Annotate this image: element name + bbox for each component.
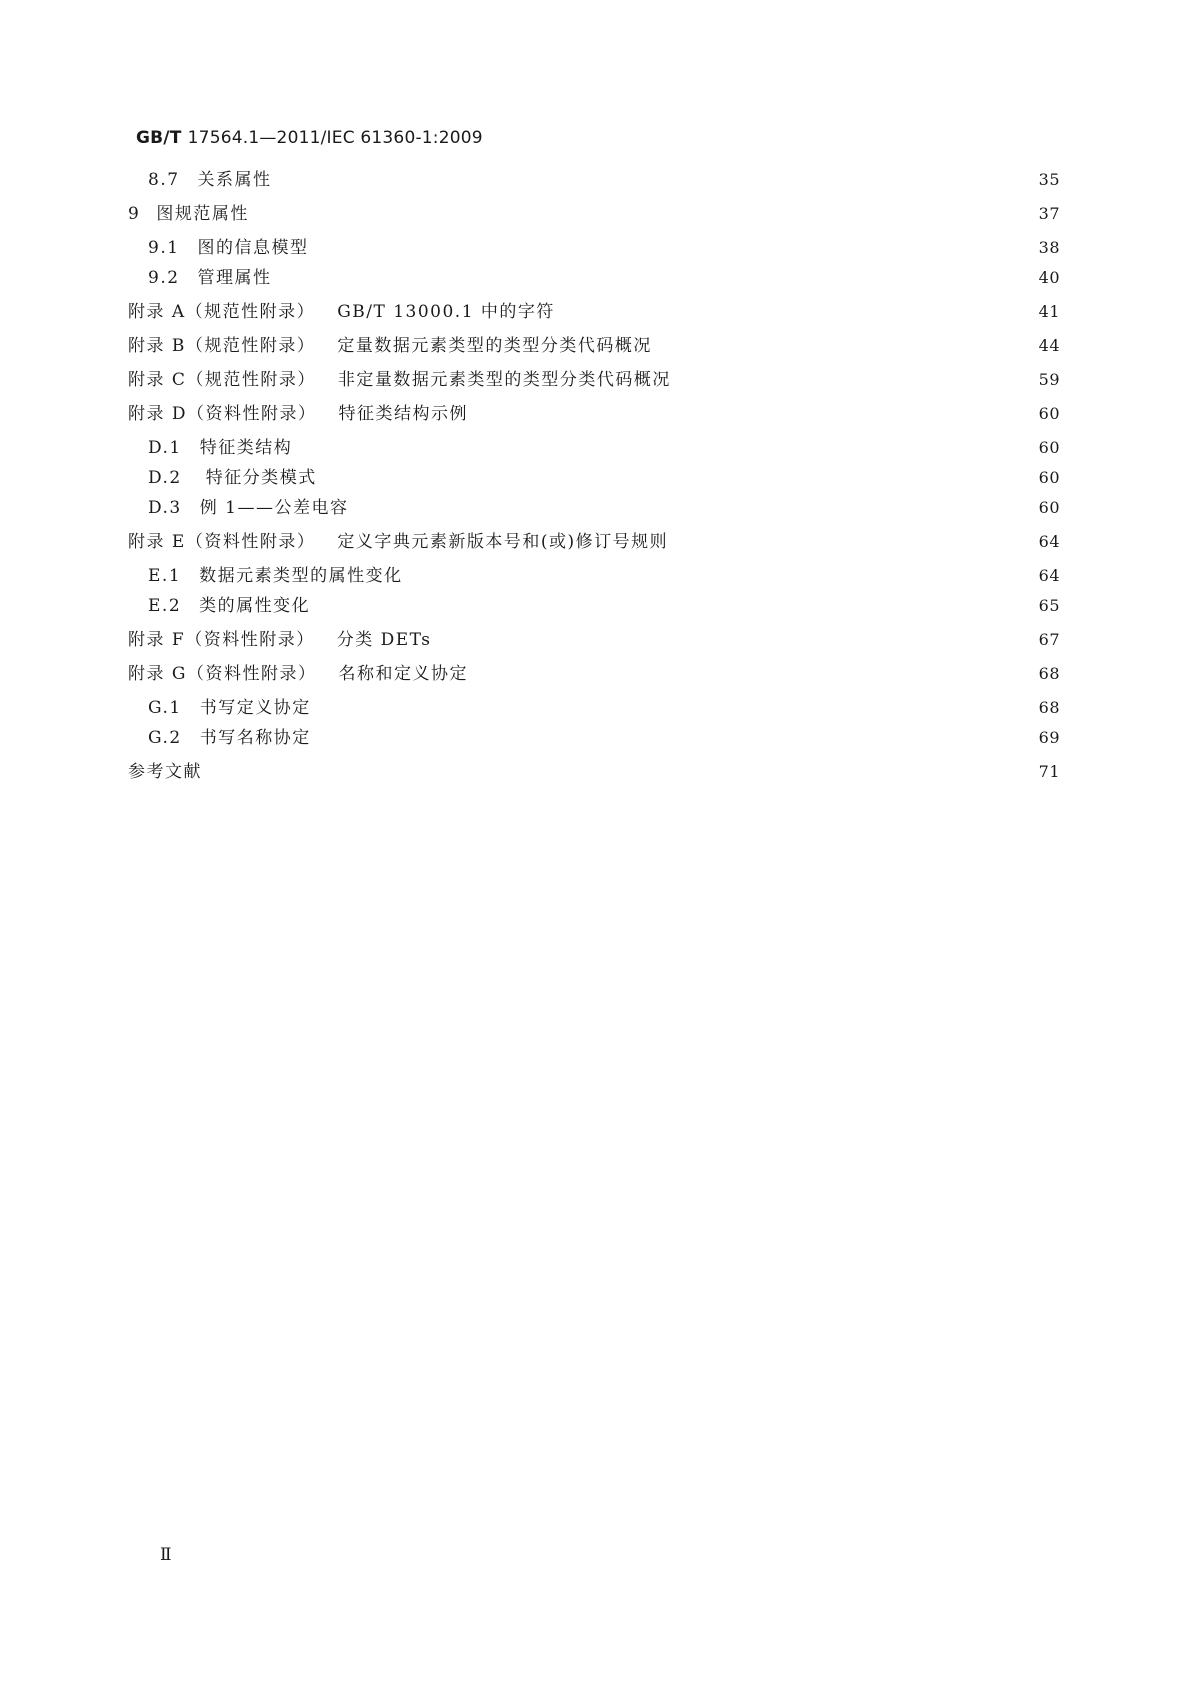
dot-leader [311, 236, 1034, 260]
toc-entry-annex[interactable] [128, 530, 1060, 554]
dot-leader [274, 266, 1034, 290]
toc-entry-page: 64 [1038, 532, 1060, 551]
toc-entry-number: 附录 F（资料性附录） [128, 630, 315, 650]
toc-entry-title: 定义字典元素新版本号和(或)修订号规则 [337, 532, 669, 552]
toc-entry-annex[interactable] [128, 368, 1060, 392]
toc-entry-number: D.1 [148, 438, 182, 458]
dot-leader [313, 726, 1034, 750]
toc-entry-title: 关系属性 [197, 170, 272, 190]
toc-entry[interactable] [148, 696, 1060, 720]
toc-entry-references[interactable] [128, 760, 1060, 784]
toc-entry-page: 35 [1038, 170, 1060, 189]
dot-leader [470, 402, 1034, 426]
dot-leader [294, 436, 1034, 460]
toc-entry[interactable] [148, 168, 1060, 192]
toc-entry-title: 类的属性变化 [199, 596, 311, 616]
toc-entry-title: 参考文献 [128, 762, 202, 782]
toc-entry-number: 9.2 [148, 268, 180, 288]
toc-entry-number: 附录 A（规范性附录） [128, 302, 316, 322]
toc-entry-page: 37 [1038, 204, 1060, 223]
toc-entry[interactable] [148, 564, 1060, 588]
toc-entry-annex[interactable] [128, 300, 1060, 324]
toc-entry-number: G.2 [148, 728, 182, 748]
toc-entry-title: 分类 DETs [336, 630, 432, 650]
toc-entry-page: 64 [1038, 566, 1060, 585]
toc-entry-title: 非定量数据元素类型的类型分类代码概况 [337, 370, 671, 390]
dot-leader [673, 368, 1034, 392]
toc-entry-title: 特征分类模式 [205, 468, 317, 488]
dot-leader [557, 300, 1034, 324]
toc-entry-page: 44 [1038, 336, 1060, 355]
toc-entry-page: 68 [1038, 664, 1060, 683]
toc-entry-page: 41 [1038, 302, 1060, 321]
toc-entry-number: 9.1 [148, 238, 180, 258]
toc-entry-page: 68 [1038, 698, 1060, 717]
dot-leader [654, 334, 1034, 358]
toc-entry[interactable] [148, 436, 1060, 460]
toc-entry[interactable] [148, 236, 1060, 260]
toc-entry-annex[interactable] [128, 334, 1060, 358]
toc-entry-page: 67 [1038, 630, 1060, 649]
dot-leader [214, 760, 1034, 784]
dot-leader [433, 628, 1034, 652]
toc-entry-title: 管理属性 [197, 268, 272, 288]
toc-entry-number: D.2 [148, 468, 182, 488]
toc-entry-page: 60 [1038, 468, 1060, 487]
toc-entry-title: 图的信息模型 [197, 238, 309, 258]
dot-leader [312, 594, 1034, 618]
toc-entry[interactable] [128, 202, 1060, 226]
toc-entry-page: 59 [1038, 370, 1060, 389]
toc-entry-page: 69 [1038, 728, 1060, 747]
toc-entry-title: 例 1——公差电容 [199, 498, 349, 518]
toc-entry[interactable] [148, 726, 1060, 750]
toc-entry-title: 图规范属性 [156, 204, 249, 224]
toc-entry[interactable] [148, 496, 1060, 520]
standard-number: 17564.1—2011/IEC 61360-1:2009 [187, 128, 483, 148]
toc-entry-title: 书写名称协定 [199, 728, 311, 748]
toc-entry-page: 60 [1038, 438, 1060, 457]
standard-prefix: GB/T [136, 128, 182, 148]
toc-entry-page: 60 [1038, 404, 1060, 423]
toc-entry-number: 附录 B（规范性附录） [128, 336, 316, 356]
toc-entry-title: 书写定义协定 [199, 698, 311, 718]
dot-leader [405, 564, 1034, 588]
toc-entry-number: 8.7 [148, 170, 180, 190]
toc-entry[interactable] [148, 466, 1060, 490]
toc-entry[interactable] [148, 266, 1060, 290]
dot-leader [251, 202, 1034, 226]
toc-entry-page: 60 [1038, 498, 1060, 517]
toc-entry-number: G.1 [148, 698, 182, 718]
dot-leader [670, 530, 1034, 554]
toc-entry-annex[interactable] [128, 628, 1060, 652]
toc-entry-annex[interactable] [128, 402, 1060, 426]
toc-entry-number: D.3 [148, 498, 182, 518]
toc-entry-number: E.1 [148, 566, 182, 586]
toc-entry-title: 特征类结构示例 [338, 404, 469, 424]
toc-entry-number: 附录 C（规范性附录） [128, 370, 316, 390]
toc-entry-title: 数据元素类型的属性变化 [199, 566, 403, 586]
dot-leader [274, 168, 1034, 192]
toc-entry-page: 65 [1038, 596, 1060, 615]
page-number: Ⅱ [160, 1545, 172, 1565]
dot-leader [470, 662, 1034, 686]
toc-entry-page: 71 [1038, 762, 1060, 781]
toc-entry-number: E.2 [148, 596, 182, 616]
dot-leader [319, 466, 1034, 490]
toc-entry[interactable] [148, 594, 1060, 618]
toc-entry-page: 38 [1038, 238, 1060, 257]
toc-entry-annex[interactable] [128, 662, 1060, 686]
toc-entry-number: 9 [128, 204, 141, 224]
toc-entry-title: 名称和定义协定 [338, 664, 468, 684]
toc-entry-title: 定量数据元素类型的类型分类代码概况 [337, 336, 652, 356]
dot-leader [350, 496, 1034, 520]
toc-entry-title: GB/T 13000.1 中的字符 [337, 302, 555, 322]
toc-entry-number: 附录 G（资料性附录） [128, 664, 317, 684]
toc-entry-number: 附录 D（资料性附录） [128, 404, 317, 424]
toc-entry-number: 附录 E（资料性附录） [128, 532, 316, 552]
toc-entry-title: 特征类结构 [199, 438, 293, 458]
toc-entry-page: 40 [1038, 268, 1060, 287]
dot-leader [313, 696, 1034, 720]
